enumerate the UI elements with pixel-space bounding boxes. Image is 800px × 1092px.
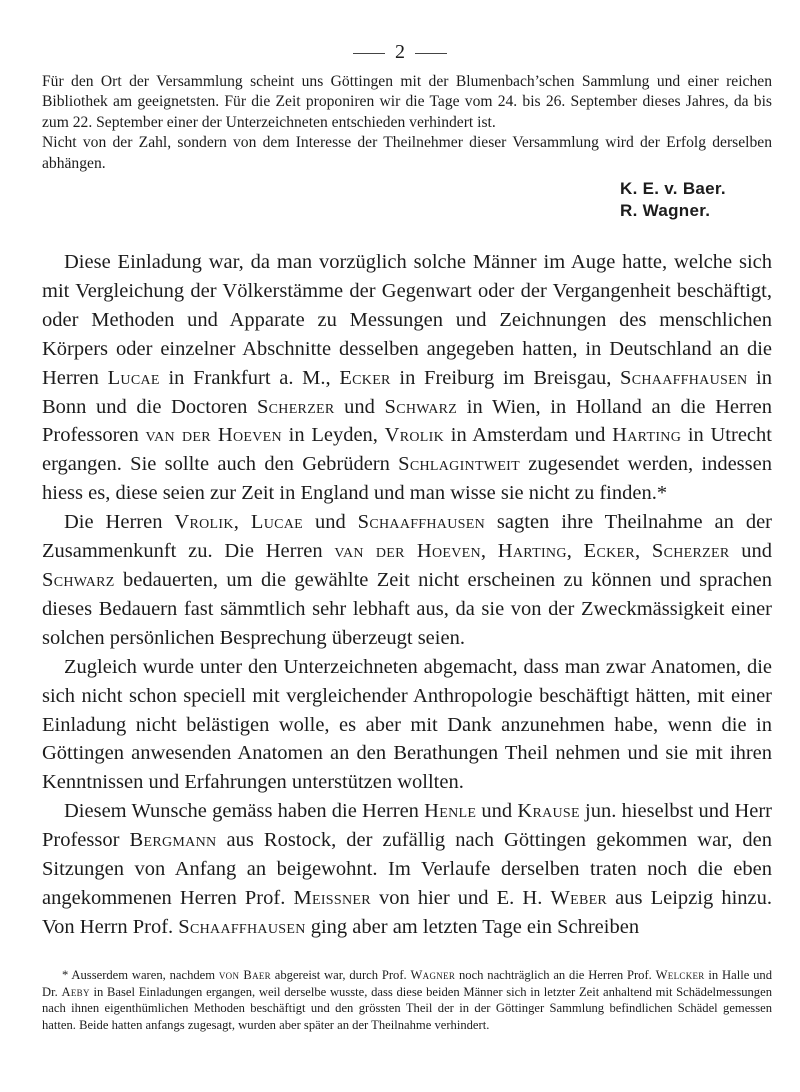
text-run: in Halle und Dr. (42, 968, 773, 999)
signature-block (620, 178, 726, 222)
text-run: sagten ihre Theilnahme an der Zusammenkunft zu. Die Herren (42, 511, 773, 563)
person-name: van der Hoeven (145, 424, 282, 447)
page-number: 2 (395, 41, 405, 63)
text-run: in Basel Einladungen ergangen, weil derselbe wusste, dass diese beiden Männer sich in letzter Zeit anhaltend mit Schädelmessungen nach ihnen eigenthümlichen Methoden beschäftigt und den grössten Theil der in der Göttinger Sammlung befindlichen Schädel gemessen hatten. Beide hatten anfangs zugesagt, wurden aber später an der Theilnahme verhindert. (42, 984, 772, 1032)
text-run: in Freiburg im Breisgau, (390, 366, 621, 389)
text-run: in Wien, in Holland an die Herren Professoren (42, 395, 773, 447)
text-run: abgereist war, durch Prof. (270, 968, 411, 982)
person-name: Vrolik (174, 511, 234, 534)
text-run: , (566, 540, 584, 563)
person-name: Ecker (583, 540, 636, 563)
person-name: van der Hoeven (334, 540, 481, 563)
text-run: aus Rostock, der zufällig nach Göttingen gekommen war, den Sitzungen von Anfang an beigewohnt. Im Verlaufe derselben traten noch die eben angekommenen Herren Prof. (42, 829, 773, 909)
body-paragraph: Zugleich wurde unter den Unterzeichneten abgemacht, dass man zwar Anatomen, die sich nicht schon speciell mit vergleichender Anthropologie beschäftigt hätten, mit einer Einladung nicht belästigen wolle, es aber mit Dank anzunehmen habe, wenn die in Göttingen anwesenden Anatomen an den Berathungen Theil nehmen und sie mit ihren Kenntnissen und Erfahrungen unterstützen wollten. (42, 655, 772, 794)
letter-paragraph: Nicht von der Zahl, sondern von dem Interesse der Theilnehmer dieser Versammlung wird der Erfolg derselben abhängen. (42, 134, 772, 172)
person-name: Scherzer (256, 395, 335, 418)
person-name: Schaaffhausen (357, 511, 485, 534)
text-run: bedauerten, um die gewählte Zeit nicht erscheinen zu können und sprachen dieses Bedauern fast sämmtlich sehr lebhaft aus, da sie von der Zweckmässigkeit einer solchen persönlichen Besprechung überzeugt seien. (42, 568, 772, 649)
text-run: ging aber am letzten Tage ein Schreiben (305, 915, 640, 938)
person-name: Schwarz (384, 395, 458, 418)
text-run: in Utrecht ergangen. Sie sollte auch den Gebrüdern (42, 424, 772, 476)
text-run: , (635, 540, 652, 563)
text-run: in Frankfurt a. M., (159, 366, 340, 389)
header-rule-right (415, 53, 447, 54)
person-name: Schaaffhausen (620, 366, 748, 389)
person-name: Scherzer (651, 540, 730, 563)
text-run: und (476, 800, 518, 823)
body-paragraph (42, 797, 772, 942)
letter-paragraph: Für den Ort der Versammlung scheint uns Göttingen mit der Blumenbach’schen Sammlung und einer reichen Bibliothek am geeignetsten. Für die Zeit proponiren wir die Tage vom 24. bis 26. September dieses Jahres, da bis zum 22. September einer der Unterzeichneten entschieden verhindert ist. (42, 73, 772, 131)
text-run: jun. hieselbst und Herr Professor (42, 800, 773, 852)
text-run: Diese Einladung war, da man vorzüglich solche Männer im Auge hatte, welche sich mit Vergleichung der Völkerstämme der Gegenwart oder der Vergangenheit beschäftigt, oder Methoden und Apparate zu Messungen und Zeichnungen des menschlichen Körpers oder einzelner Abschnitte desselben angegeben hatten, in Deutschland an die Herren (42, 251, 772, 389)
person-name: Harting (497, 540, 567, 563)
person-name: von Baer (218, 968, 271, 982)
person-name: Schlagintweit (398, 453, 520, 476)
person-name: Lucae (250, 511, 304, 534)
text-run: Die Herren (64, 511, 175, 534)
person-name: Ecker (339, 366, 391, 389)
person-name: Henle (424, 800, 477, 823)
text-run: von hier und E. H. (370, 886, 551, 909)
person-name: Lucae (107, 366, 160, 389)
person-name: Harting (612, 424, 682, 447)
footnote-paragraph (42, 967, 772, 1033)
body-paragraph (42, 248, 772, 508)
signature-baer: K. E. v. Baer. (620, 179, 726, 198)
person-name: Krause (517, 800, 580, 823)
text-run: und (334, 395, 385, 418)
person-name: Wagner (410, 968, 456, 982)
text-run: * Ausserdem waren, nachdem (62, 968, 219, 982)
text-run: in Leyden, (281, 424, 385, 447)
signature-wagner: R. Wagner. (620, 201, 711, 220)
body-paragraph (42, 508, 772, 653)
text-run: , (233, 511, 251, 534)
person-name: Meissner (293, 886, 371, 909)
page-number-header (0, 42, 800, 62)
text-run: aus Leipzig hinzu. Von Herrn Prof. (42, 886, 772, 938)
text-run: zugesendet werden, indessen hiess es, diese seien zur Zeit in England und man wisse sie nicht zu finden.* (42, 453, 772, 505)
main-text (42, 248, 772, 942)
person-name: Bergmann (129, 829, 217, 852)
person-name: Welcker (655, 968, 705, 982)
text-run: Diesem Wunsche gemäss haben die Herren (64, 800, 425, 823)
footnote (42, 967, 772, 1033)
text-run: in Bonn und die Doctoren (42, 366, 773, 418)
text-run: in Amsterdam und (444, 424, 613, 447)
text-run: und (303, 511, 358, 534)
text-run: noch nachträglich an die Herren Prof. (455, 968, 656, 982)
text-run: und (729, 540, 773, 563)
person-name: Schaaffhausen (178, 915, 306, 938)
person-name: Schwarz (42, 568, 115, 591)
text-run: , (480, 540, 498, 563)
person-name: Aeby (61, 984, 90, 999)
header-rule-left (353, 53, 385, 54)
person-name: Weber (550, 886, 608, 909)
person-name: Vrolik (384, 424, 445, 447)
letter-closing-text (42, 72, 772, 174)
